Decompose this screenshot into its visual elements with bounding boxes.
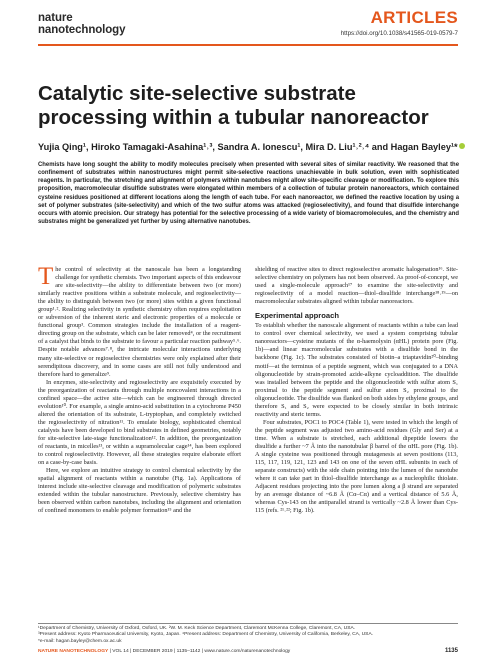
journal-logo-line2: nanotechnology (38, 24, 126, 36)
doi-link[interactable]: https://doi.org/10.1038/s41565-019-0579-7 (340, 30, 458, 37)
section-heading: Experimental approach (255, 311, 339, 321)
article-title: Catalytic site-selective substrate processing within a tubular nanoreactor (38, 82, 429, 129)
journal-logo[interactable] (38, 12, 125, 36)
page-footer (38, 649, 458, 654)
drop-cap: T (38, 263, 54, 290)
affiliation-line: ³Present address: Kyoto Pharmaceutical University, Kyoto, Japan. ⁴Present address: Department of Chemistry, University of California, Berkeley, CA, USA. (38, 632, 374, 638)
orcid-icon[interactable] (459, 143, 465, 149)
section-tag: ARTICLES (370, 8, 458, 27)
footer-details[interactable]: | VOL 14 | DECEMBER 2019 | 1135–1142 | www.nature.com/naturenanotechnology (108, 649, 291, 654)
footnote-rule (38, 623, 458, 624)
abstract: Chemists have long sought the ability to modify molecules precisely when presented with several sites of similar reactivity. We reasoned that the confinement of substrates within nanostructures might permit site-selective reactions unachievable in bulk solution, even with sophisticated reagents. In particular, the stretching and alignment of polymers within nanotubes might allow site-specific cleavage or modification. To explore this proposition, macromolecular disulfide substrates were elongated within members of a collection of tubular protein nanoreactors, which contained cysteine residues positioned at different locations along the length of each tube. For each nanoreactor, we defined the reactive location by using a set of polymer substrates (site-selectivity) and which of the two sulfur atoms was attacked (regioselectivity), and found that disulfide interchange occurs with atomic precision. Our strategy has potential for the selective processing of a wide variety of biomacromolecules, and the chemistry and substrates might be generalized yet further by using alternative nanotubes. (38, 162, 459, 226)
body-column-left (38, 263, 241, 515)
header-rule (38, 44, 458, 46)
body-paragraph: Four substrates, POC1 to POC4 (Table 1), were tested in which the length of the peptide segment was adjusted two amino-acid residues (Gly and Ser) at a time. When a substrate is stretched, each additional dipeptide lowers the disulfide a further ~7 Å into the nanotubular β barrel of the αHL pore (Fig. 1b). A single cysteine was positioned through mutagenesis at seven positions (113, 115, 117, 119, 121, 123 and 143 on one of the seven αHL subunits in each of separate constructs) with the side chain pointing into the lumen of the nanotube where it can take part in thiol–disulfide interchange as a nucleophilic thiolate. Adjacent residues projecting into the pore lumen along a β strand are separated by an average distance of ~6.8 Å (Cα–Cα) and a vertical distance of 5.6 Å, whereas Cys-143 on the antiparallel strand is vertically ~2.8 Å lower than Cys-115 (refs. ²¹˒²²; Fig. 1b). (255, 418, 458, 515)
body-paragraph: In enzymes, site-selectivity and regioselectivity are exquisitely executed by the preorganization of reactants through multiple noncovalent interactions in a confined space—the active site—which can be engineered through directed evolution¹⁰. For example, a single amino-acid substitution in a cytochrome P450 altered the orientation of its substrate, L-tryptophan, and completely switched the regioselectivity of nitration¹¹. To emulate biology, sophisticated chemical catalysts have been developed to bind substrates in defined geometries, notably for site-selective late-stage functionalization¹². In addition, the preorganization of reactants, in micelles¹³, or within a supramolecular cage¹⁴, has been explored to control regioselectivity. However, all these strategies require elaborate effort on a case-by-case basis. (38, 378, 241, 467)
footer-journal-name: NATURE NANOTECHNOLOGY (38, 649, 109, 654)
body-paragraph: Here, we explore an intuitive strategy to control chemical selectivity by the spatial alignment of reactants within a nanotube (Fig. 1a). Applications of interest include site-selective cleavage and modification of polymeric substrates extended within the tubular nanostructure. Previously, selective chemistry has been observed within carbon nanotubes, including the alignment and orientation of confined monomers to enable polymer formation¹⁵ and the (38, 467, 241, 515)
body-paragraph: shielding of reactive sites to direct regioselective aromatic halogenation¹⁶. Site-selective chemistry on polymers has not been observed. As proof-of-concept, we used a single-molecule approach¹⁷ to examine the site-selectivity and regioselectivity of a model reaction—thiol–disulfide interchange¹⁸˒¹⁹—on macromolecular substrates aligned within tubular nanoreactors. (255, 266, 458, 306)
affiliation-line: ¹Department of Chemistry, University of Oxford, Oxford, UK. ²W. M. Keck Science Department, Claremont McKenna College, Claremont, CA, USA. (38, 626, 356, 631)
body-paragraph: To establish whether the nanoscale alignment of reactants within a tube can lead to control over chemical selectivity, we used a system comprising tubular nanoreactors—cysteine mutants of the α-haemolysin (αHL) protein pore (Fig. 1b)—and linear macromolecular substrates with a disulfide bond in the backbone (Fig. 1c). The substrates consisted of biotin–a triaptavidin²⁰–binding motif—at the terminus of a peptide segment, which was conjugated to a DNA oligonucleotide by strain-promoted azide-alkyne cycloaddition. The disulfide was installed between the peptide and the oligonucleotide with sulfur atom S₁ proximal to the peptide segment and sulfur atom S₂ proximal to the oligonucleotide. The disulfide was flanked on both sides by ethylene groups, and therefore S₁ and S₂ were expected to be closely similar in both intrinsic reactivity and steric terms. (255, 322, 458, 418)
paragraph-text: he control of selectivity at the nanoscale has been a longstanding challenge for synthetic chemists. Two important aspects of this endeavour are site-selectivity—the ability to differentiate between two (or more) similarly reactive positions within a substrate molecule, and regioselectivity—the ability to distinguish between two (or more) sites within a given functional group¹˒². Realizing selectivity in synthetic chemistry often requires exploitation or subversion of the inherent steric and electronic properties of a molecule or functional group³. Common strategies include the installation of a reagent-directing group on the substrate, which can be later removed⁴, or the recruitment of a catalyst that binds to the substrate to favour a particular reaction pathway⁵˒⁶. Despite notable advances⁷˒⁸, the intricate molecular interactions underlying many site-selective or regioselective chemistries were only explained after their serendipitous discovery, and in some cases are still not fully understood and therefore hard to generalize⁹. (38, 266, 241, 378)
journal-logo-line1: nature (38, 12, 73, 24)
author-list (38, 142, 468, 152)
page-number: 1135 (444, 648, 458, 654)
body-column-right (255, 266, 458, 515)
correspondence-email[interactable]: *e-mail: hagan.bayley@chem.ox.ac.uk (38, 638, 122, 644)
body-paragraph (38, 263, 241, 379)
affiliations (38, 626, 468, 645)
authors-text: Yujia Qing¹, Hiroko Tamagaki-Asahina¹˒³, Sandra A. Ionescu¹, Mira D. Liu¹˒²˒⁴ and Hagan Bayley¹* (38, 142, 458, 152)
